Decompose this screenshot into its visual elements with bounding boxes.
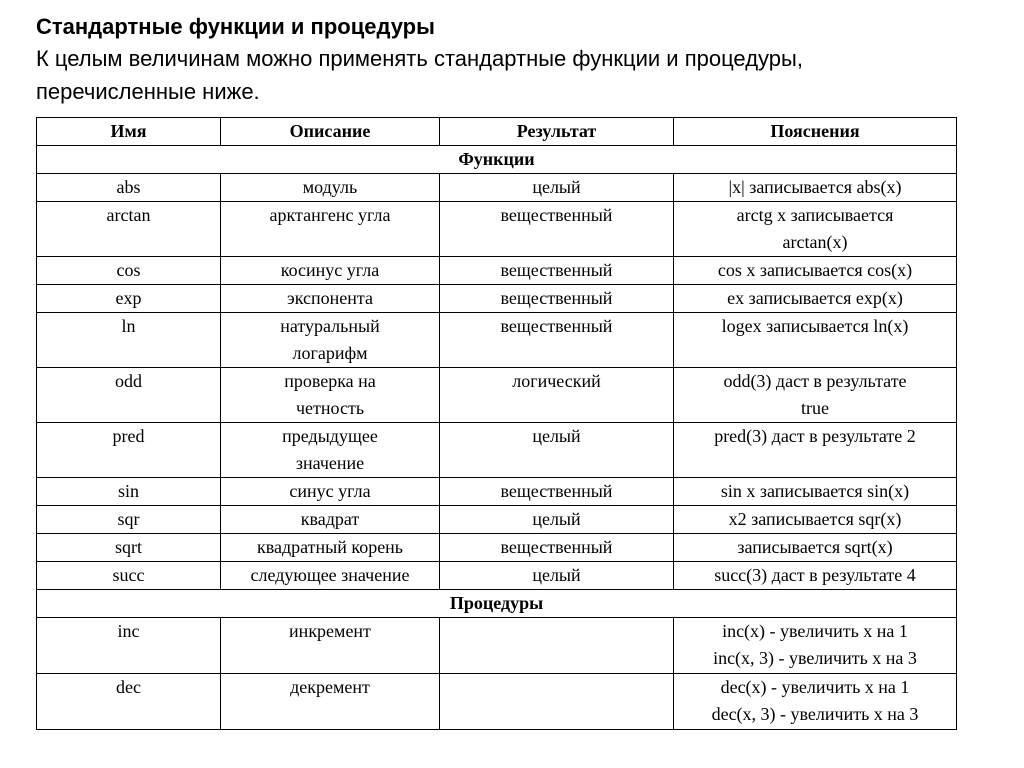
cell-description-line: модуль: [302, 177, 358, 197]
cell-name: dec: [37, 674, 221, 730]
page-title: Стандартные функции и процедуры: [36, 14, 435, 39]
table-row: [37, 618, 957, 674]
table-row: [37, 313, 957, 368]
cell-result: вещественный: [440, 202, 674, 257]
table-row: [37, 368, 957, 423]
cell-notes-line: cos x записывается cos(x): [717, 260, 913, 280]
cell-notes: [674, 202, 957, 257]
cell-description-line: четность: [295, 398, 365, 418]
cell-description-line: предыдущее: [282, 426, 378, 446]
cell-notes-line: ex записывается exp(x): [727, 288, 903, 308]
cell-description: [221, 674, 440, 730]
cell-description-line: квадратный корень: [256, 537, 404, 557]
cell-notes: [674, 257, 957, 285]
cell-notes-line: x2 записывается sqr(x): [728, 509, 902, 529]
cell-name: cos: [37, 257, 221, 285]
cell-notes-line: succ(3) даст в результате 4: [714, 565, 916, 585]
cell-notes-line: inc(x, 3) - увеличить x на 3: [713, 648, 917, 668]
cell-description: [221, 618, 440, 674]
cell-notes-line: dec(x, 3) - увеличить x на 3: [711, 704, 919, 724]
cell-description-line: инкремент: [289, 621, 371, 641]
cell-description: [221, 534, 440, 562]
cell-notes: [674, 562, 957, 590]
cell-description: [221, 313, 440, 368]
cell-description-line: проверка на: [284, 371, 376, 391]
cell-name: pred: [37, 423, 221, 478]
cell-result: целый: [440, 423, 674, 478]
cell-notes: [674, 285, 957, 313]
cell-result: логический: [440, 368, 674, 423]
cell-notes: [674, 174, 957, 202]
table-row: [37, 562, 957, 590]
table-row: [37, 478, 957, 506]
table-row: [37, 506, 957, 534]
header-notes: Пояснения: [674, 118, 957, 146]
cell-result: вещественный: [440, 257, 674, 285]
cell-description: [221, 257, 440, 285]
cell-name: exp: [37, 285, 221, 313]
table-header-row: [37, 118, 957, 146]
cell-result: целый: [440, 174, 674, 202]
cell-description: [221, 174, 440, 202]
cell-description-line: значение: [295, 453, 365, 473]
cell-notes: [674, 313, 957, 368]
cell-notes-line: arctg x записывается: [736, 205, 894, 225]
cell-notes-line: |x| записывается abs(x): [728, 177, 902, 197]
intro-line-1: К целым величинам можно применять стандартные функции и процедуры,: [36, 46, 803, 71]
cell-notes-line: logex записывается ln(x): [721, 316, 909, 336]
cell-name: abs: [37, 174, 221, 202]
header-description: Описание: [221, 118, 440, 146]
cell-result: целый: [440, 562, 674, 590]
cell-result: [440, 618, 674, 674]
cell-description: [221, 285, 440, 313]
cell-name: sin: [37, 478, 221, 506]
functions-table: [36, 117, 957, 730]
cell-notes-line: pred(3) даст в результате 2: [714, 426, 916, 446]
section-functions: [37, 146, 957, 174]
section-procedures: [37, 590, 957, 618]
section-procedures-title: Процедуры: [37, 590, 957, 618]
cell-description: [221, 368, 440, 423]
cell-description: [221, 562, 440, 590]
section-functions-title: Функции: [37, 146, 957, 174]
cell-notes: [674, 506, 957, 534]
cell-result: вещественный: [440, 534, 674, 562]
cell-notes-line: arctan(x): [782, 232, 848, 252]
cell-notes: [674, 478, 957, 506]
header-name: Имя: [37, 118, 221, 146]
cell-description: [221, 202, 440, 257]
table-row: [37, 257, 957, 285]
intro-line-2: перечисленные ниже.: [36, 79, 260, 104]
cell-notes-line: dec(x) - увеличить x на 1: [720, 677, 910, 697]
cell-notes: [674, 674, 957, 730]
table-row: [37, 674, 957, 730]
cell-name: inc: [37, 618, 221, 674]
cell-name: odd: [37, 368, 221, 423]
cell-description-line: декремент: [290, 677, 370, 697]
cell-result: целый: [440, 506, 674, 534]
cell-notes: [674, 534, 957, 562]
cell-notes-line: inc(x) - увеличить x на 1: [722, 621, 908, 641]
cell-description-line: квадрат: [300, 509, 360, 529]
intro-text: [36, 42, 996, 108]
table-row: [37, 285, 957, 313]
cell-notes: [674, 618, 957, 674]
table-row: [37, 174, 957, 202]
table-row: [37, 534, 957, 562]
cell-result: вещественный: [440, 313, 674, 368]
cell-notes-line: sin x записывается sin(x): [720, 481, 910, 501]
cell-result: [440, 674, 674, 730]
cell-name: ln: [37, 313, 221, 368]
cell-description-line: следующее значение: [250, 565, 410, 585]
cell-description: [221, 478, 440, 506]
cell-description-line: экспонента: [287, 288, 373, 308]
cell-description-line: натуральный: [280, 316, 380, 336]
cell-name: sqr: [37, 506, 221, 534]
table-row: [37, 423, 957, 478]
cell-description-line: косинус угла: [280, 260, 380, 280]
cell-description-line: синус угла: [289, 481, 371, 501]
cell-result: вещественный: [440, 285, 674, 313]
cell-notes-line: true: [801, 398, 829, 418]
cell-name: arctan: [37, 202, 221, 257]
cell-notes: [674, 368, 957, 423]
cell-notes-line: odd(3) даст в результате: [723, 371, 907, 391]
header-result: Результат: [440, 118, 674, 146]
cell-description-line: логарифм: [292, 343, 368, 363]
table-row: [37, 202, 957, 257]
cell-description: [221, 423, 440, 478]
cell-result: вещественный: [440, 478, 674, 506]
cell-name: succ: [37, 562, 221, 590]
cell-notes: [674, 423, 957, 478]
cell-description: [221, 506, 440, 534]
cell-name: sqrt: [37, 534, 221, 562]
cell-description-line: арктангенс угла: [269, 205, 391, 225]
cell-notes-line: записывается sqrt(x): [737, 537, 893, 557]
